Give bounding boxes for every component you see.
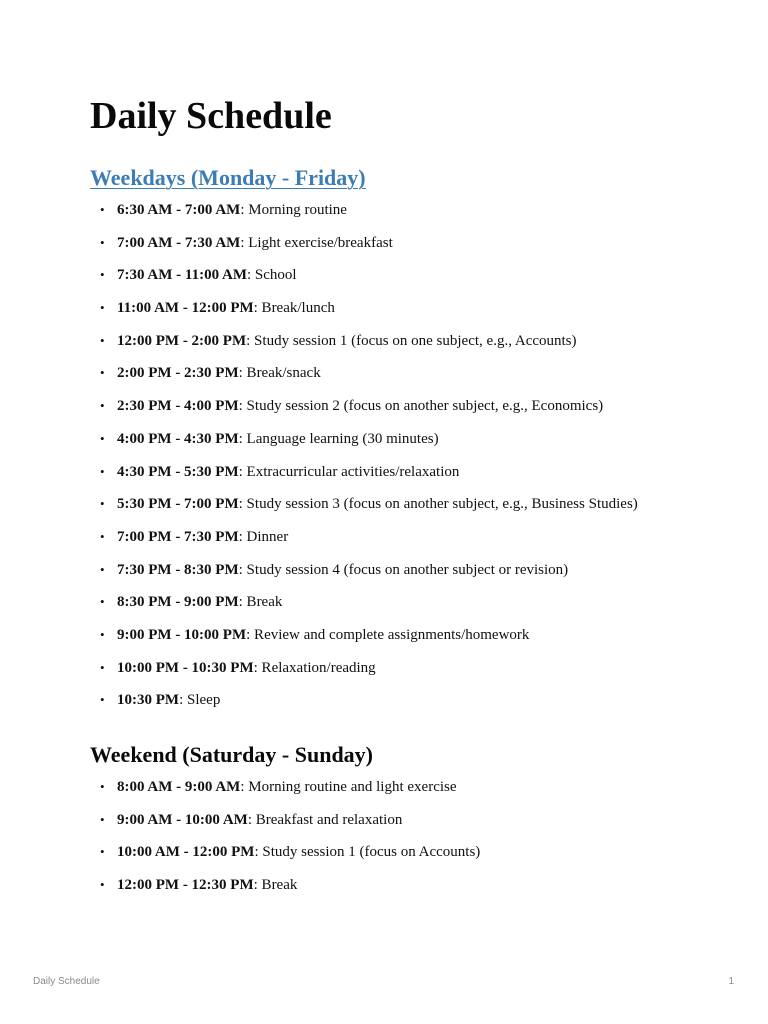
weekday-schedule-item (90, 429, 730, 462)
weekend-schedule-item (90, 777, 730, 810)
schedule-time: 2:30 PM - 4:00 PM (117, 398, 239, 415)
schedule-activity: : Study session 4 (focus on another subject or revision) (238, 561, 569, 578)
bullet-icon: • (100, 463, 105, 479)
schedule-activity: : Break (238, 594, 283, 611)
weekend-schedule-item (90, 875, 730, 908)
schedule-time: 2:00 PM - 2:30 PM (117, 365, 239, 382)
schedule-activity: : School (246, 267, 297, 284)
bullet-icon: • (100, 398, 105, 414)
schedule-time: 8:30 PM - 9:00 PM (117, 594, 239, 611)
bullet-icon: • (100, 430, 105, 446)
schedule-activity: : Extracurricular activities/relaxation (238, 463, 460, 480)
weekday-schedule-item (90, 462, 730, 495)
schedule-time: 9:00 AM - 10:00 AM (117, 811, 248, 828)
schedule-activity: : Light exercise/breakfast (240, 234, 393, 251)
weekday-schedule-item (90, 363, 730, 396)
schedule-time: 11:00 AM - 12:00 PM (117, 300, 254, 317)
weekend-schedule-item (90, 810, 730, 843)
bullet-icon: • (100, 692, 105, 708)
schedule-time: 7:00 AM - 7:30 AM (117, 234, 241, 251)
footer-label: Daily Schedule (33, 976, 100, 987)
weekday-schedule-item (90, 200, 730, 233)
schedule-activity: : Study session 1 (focus on one subject, e.g., Accounts) (246, 332, 577, 349)
bullet-icon: • (100, 844, 105, 860)
schedule-time: 7:00 PM - 7:30 PM (117, 528, 239, 545)
weekend-schedule-list (90, 777, 730, 908)
document-page (90, 94, 730, 908)
schedule-time: 4:30 PM - 5:30 PM (117, 463, 239, 480)
weekday-schedule-item (90, 560, 730, 593)
bullet-icon: • (100, 267, 105, 283)
schedule-time: 7:30 PM - 8:30 PM (117, 561, 239, 578)
schedule-activity: : Breakfast and relaxation (247, 811, 403, 828)
schedule-activity: : Break (253, 877, 298, 894)
weekday-schedule-item (90, 658, 730, 691)
bullet-icon: • (100, 877, 105, 893)
schedule-activity: : Morning routine (240, 202, 347, 218)
bullet-icon: • (100, 300, 105, 316)
weekday-schedule-item (90, 331, 730, 364)
schedule-activity: : Sleep (179, 692, 221, 709)
bullet-icon: • (100, 528, 105, 544)
schedule-time: 9:00 PM - 10:00 PM (117, 626, 247, 643)
weekday-schedule-item (90, 527, 730, 560)
weekday-schedule-item (90, 494, 730, 527)
bullet-icon: • (100, 659, 105, 675)
schedule-activity: : Study session 1 (focus on Accounts) (254, 844, 481, 861)
schedule-time: 6:30 AM - 7:00 AM (117, 202, 241, 218)
schedule-time: 8:00 AM - 9:00 AM (117, 779, 241, 795)
weekday-schedule-item (90, 233, 730, 266)
schedule-time: 7:30 AM - 11:00 AM (117, 267, 247, 284)
weekday-schedule-item (90, 265, 730, 298)
footer-page-number: 1 (728, 976, 734, 987)
weekday-schedule-item (90, 298, 730, 331)
weekday-schedule-item (90, 396, 730, 429)
schedule-activity: : Language learning (30 minutes) (238, 430, 439, 447)
bullet-icon: • (100, 496, 105, 512)
schedule-time: 4:00 PM - 4:30 PM (117, 430, 239, 447)
bullet-icon: • (100, 202, 105, 217)
schedule-time: 10:30 PM (117, 692, 180, 709)
schedule-time: 12:00 PM - 12:30 PM (117, 877, 254, 894)
schedule-activity: : Morning routine and light exercise (240, 779, 457, 795)
weekend-heading: Weekend (Saturday - Sunday) (90, 742, 374, 767)
schedule-time: 5:30 PM - 7:00 PM (117, 496, 239, 513)
schedule-activity: : Study session 2 (focus on another subject, e.g., Economics) (238, 398, 604, 415)
schedule-activity: : Dinner (238, 528, 289, 545)
schedule-activity: : Review and complete assignments/homework (246, 626, 530, 643)
schedule-activity: : Relaxation/reading (253, 659, 376, 676)
bullet-icon: • (100, 234, 105, 250)
bullet-icon: • (100, 626, 105, 642)
page-title: Daily Schedule (90, 95, 332, 137)
bullet-icon: • (100, 365, 105, 381)
schedule-time: 10:00 PM - 10:30 PM (117, 659, 254, 676)
bullet-icon: • (100, 332, 105, 348)
weekdays-schedule-list (90, 200, 730, 723)
schedule-activity: : Break/snack (238, 365, 321, 382)
schedule-time: 12:00 PM - 2:00 PM (117, 332, 247, 349)
bullet-icon: • (100, 561, 105, 577)
bullet-icon: • (100, 779, 105, 794)
bullet-icon: • (100, 594, 105, 610)
schedule-time: 10:00 AM - 12:00 PM (117, 844, 255, 861)
weekday-schedule-item (90, 690, 730, 723)
schedule-activity: : Break/lunch (253, 300, 335, 317)
weekday-schedule-item (90, 592, 730, 625)
weekend-schedule-item (90, 842, 730, 875)
weekday-schedule-item (90, 625, 730, 658)
bullet-icon: • (100, 811, 105, 827)
schedule-activity: : Study session 3 (focus on another subject, e.g., Business Studies) (238, 496, 638, 513)
weekdays-heading-link[interactable]: Weekdays (Monday - Friday) (90, 165, 366, 190)
